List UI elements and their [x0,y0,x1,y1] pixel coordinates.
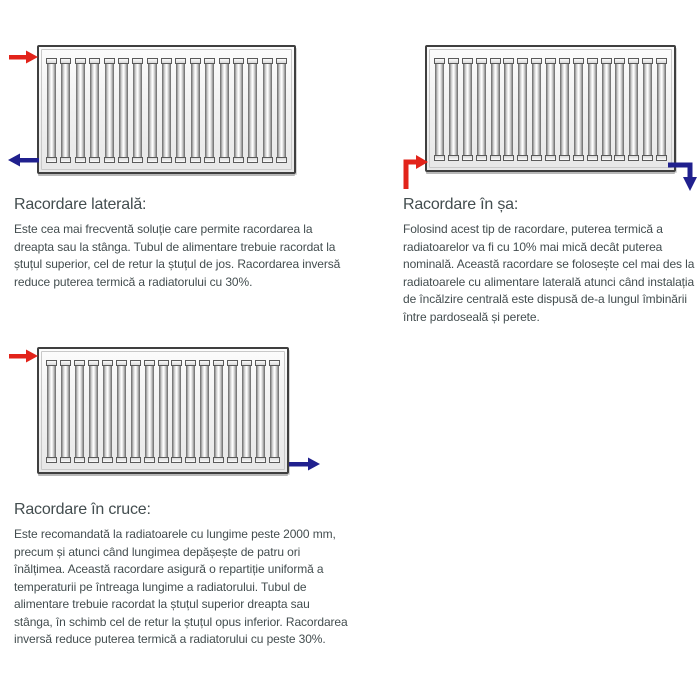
radiator-fin [434,58,445,161]
radiator-fin [490,58,501,161]
radiator-fin [89,58,100,163]
radiator-diagram-sa [425,45,676,172]
radiator-fin [116,360,127,463]
radiator-fin [130,360,141,463]
radiator-fin [448,58,459,161]
radiator-fin [104,58,115,163]
radiator-diagram-cruce [37,347,289,474]
radiator-fin [132,58,143,163]
section-body-cruce: Este recomandată la radiatoarele cu lungime peste 2000 mm, precum și atunci când lungimea depășește de patru ori înălțimea. Această racordare asigură o repartiție uniformă a temperaturii pe întreaga lungime a radiatorului. Tubul de alimentare trebuie racordat la ștuțul superior dreapta sau stânga, în schimb cel de retur la ștuțul opus inferior. Racordarea inversă reduce puterea termică a radiatorului cu peste 30%. [14,527,348,646]
radiator-fin [573,58,584,161]
radiator-fin [102,360,113,463]
radiator-fin [60,360,71,463]
radiator-fin [219,58,230,163]
section-heading-cruce: Racordare în cruce: [14,501,151,518]
radiator-fin [462,58,473,161]
radiator-fin [269,360,280,463]
radiator-fin [276,58,287,163]
radiator-fin [601,58,612,161]
radiator-fin [628,58,639,161]
section-body-sa: Folosind acest tip de racordare, puterea termică a radiatoarelor va fi cu 10% mai mică decât puterea nominală. Această racordare se folosește cel mai des la radiatoarele cu alimentare laterală atunci când instalația de încălzire centrală este dispusă de-a lungul îmbinării între pardoseală și perete. [403,222,695,324]
radiator-fin [503,58,514,161]
radiator-fin [587,58,598,161]
section-heading-lateral: Racordare laterală: [14,196,147,213]
radiator-fin [158,360,169,463]
radiator-fin [190,58,201,163]
radiator-fin [559,58,570,161]
radiator-fin [247,58,258,163]
return-elbow-arrow-icon [668,158,700,194]
radiator-fins [46,360,280,463]
radiator-fin [175,58,186,163]
radiator-fin [144,360,155,463]
radiator-fins [434,58,667,161]
radiator-fin [88,360,99,463]
supply-elbow-arrow-icon [402,152,430,190]
radiator-fin [531,58,542,161]
radiator-fin [656,58,667,161]
radiator-fin [233,58,244,163]
section-body-lateral: Este cea mai frecventă soluție care permite racordarea la dreapta sau la stânga. Tubul de alimentare trebuie racordat la ștuțul superior, cel de retur la ștuțul de jos. Racordarea inversă reduce puterea termică a radiatorului cu 30%. [14,222,341,289]
radiator-fin [614,58,625,161]
radiator-fin [46,58,57,163]
radiator-fin [241,360,252,463]
radiator-fin [213,360,224,463]
radiator-fin [204,58,215,163]
section-heading-sa: Racordare în șa: [403,196,519,213]
return-arrow-left-icon [8,153,39,167]
return-arrow-right-icon [289,457,320,471]
radiator-fin [60,58,71,163]
radiator-fin [642,58,653,161]
radiator-fin [171,360,182,463]
radiator-fin [262,58,273,163]
radiator-fin [46,360,57,463]
radiator-diagram-lateral [37,45,296,174]
radiator-fin [161,58,172,163]
supply-arrow-right-icon [9,50,38,64]
radiator-fin [185,360,196,463]
radiator-fin [118,58,129,163]
radiator-fins [46,58,287,163]
radiator-fin [545,58,556,161]
radiator-fin [199,360,210,463]
radiator-fin [147,58,158,163]
radiator-fin [255,360,266,463]
radiator-fin [75,58,86,163]
radiator-fin [476,58,487,161]
radiator-fin [517,58,528,161]
radiator-fin [74,360,85,463]
supply-arrow-right-icon [9,349,38,363]
radiator-fin [227,360,238,463]
